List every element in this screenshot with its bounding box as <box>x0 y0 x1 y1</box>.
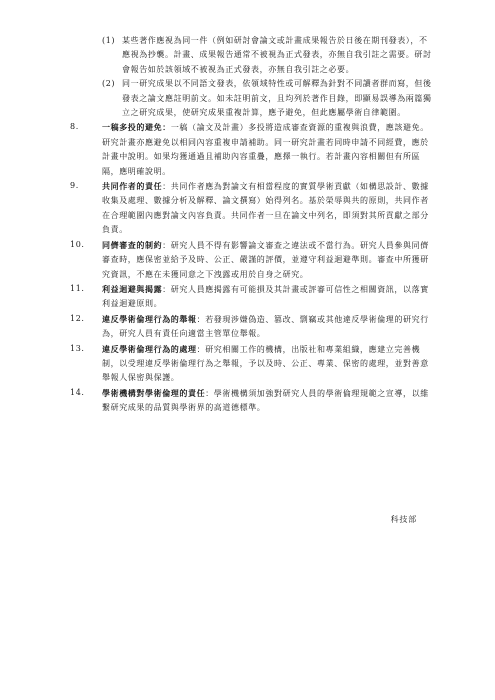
item-title: 違反學術倫理行為的舉報 <box>102 313 197 324</box>
list-item-8 <box>70 120 435 179</box>
list-item-14 <box>70 386 435 416</box>
item-text: ：學術機構須加強對研究人員的學術倫理規範之宣導，以維繫研究成果的品質與學術界的高道德標準。 <box>102 388 429 413</box>
sub-item-label: (2) <box>102 79 116 89</box>
list-item-12 <box>70 312 435 342</box>
list-item-13 <box>70 342 435 386</box>
item-number: 13. <box>70 343 85 353</box>
item-text: 一稿（論文及計畫）多投將造成審查資源的重複與浪費，應該避免。研究計畫亦應避免以相同內容重複申請補助。同一研究計畫若同時申請不同經費，應於計畫中說明。如果均獲通過且補助內容重疊，應擇一執行。若計畫內容相關但有所區隔，應明確說明。 <box>102 123 429 176</box>
document-body <box>70 34 435 416</box>
list-item-10 <box>70 238 435 282</box>
sub-item-text: 同一研究成果以不同語文發表，依領域特性或可解釋為針對不同讀者群而寫，但後發表之論文應註明前文。如未註明前文，且均列於著作目錄，即顯易誤導為兩篇獨立之研究成果，使研究成果重複計算，應予避免，但此應屬學術自律範圍。 <box>122 79 432 118</box>
list-item-11 <box>70 282 435 312</box>
sub-item-text: 某些著作應視為同一件（例如研討會論文或計畫成果報告於日後在期刊發表），不應視為抄襲。計畫、成果報告通常不被視為正式發表，亦無自我引註之需要。研討會報告如於該領域不被視為正式發表，亦無自我引註之必要。 <box>122 36 432 74</box>
item-number: 10. <box>70 239 85 249</box>
item-text: ：若發現涉嫌偽造、篡改、剽竊或其他違反學術倫理的研究行為，研究人員有責任向適當主管單位舉報。 <box>102 314 429 339</box>
item-text: ：研究人員應揭露有可能損及其計畫或評審可信性之相關資訊，以落實利益迴避原則。 <box>102 284 429 309</box>
sub-item-2 <box>102 77 435 120</box>
sub-item-1 <box>102 34 435 77</box>
item-title: 學術機構對學術倫理的責任 <box>102 387 206 398</box>
item-title: 一稿多投的避免： <box>102 122 171 133</box>
item-number: 9. <box>70 181 79 191</box>
item-number: 12. <box>70 313 85 323</box>
item-text: ：研究相關工作的機構，出版社和專業組織，應建立完善機制，以受理違反學術倫理行為之舉報，予以及時、公正、專業、保密的處理，並對善意舉報人保密與保護。 <box>102 344 429 383</box>
item-text: ：共同作者應為對論文有相當程度的實質學術貢獻（如構思設計、數據收集及處理、數據分析及解釋、論文撰寫）始得列名。基於榮辱與共的原則，共同作者在合理範圍內應對論文內容負責。共同作者一旦在論文中列名，即須對其所貢獻之部分負責。 <box>102 182 429 235</box>
signature: 科技部 <box>390 515 417 524</box>
item-number: 14. <box>70 387 85 397</box>
item-title: 利益迴避與揭露 <box>102 283 163 294</box>
item-title: 違反學術倫理行為的處理 <box>102 343 197 354</box>
sub-item-label: (1) <box>102 36 116 45</box>
list-item-9 <box>70 179 435 238</box>
item-title: 同儕審查的制約 <box>102 239 163 250</box>
item-text: ：研究人員不得有影響論文審查之違法或不當行為。研究人員參與同儕審查時，應保密並給予及時、公正、嚴謹的評價，並遵守利益迴避準則。審查中所獲研究資訊，不應在未獲同意之下洩露或用於自身之研究。 <box>102 240 429 279</box>
item-number: 11. <box>70 283 85 293</box>
item-title: 共同作者的責任 <box>102 181 163 192</box>
item-number: 8. <box>70 122 79 132</box>
